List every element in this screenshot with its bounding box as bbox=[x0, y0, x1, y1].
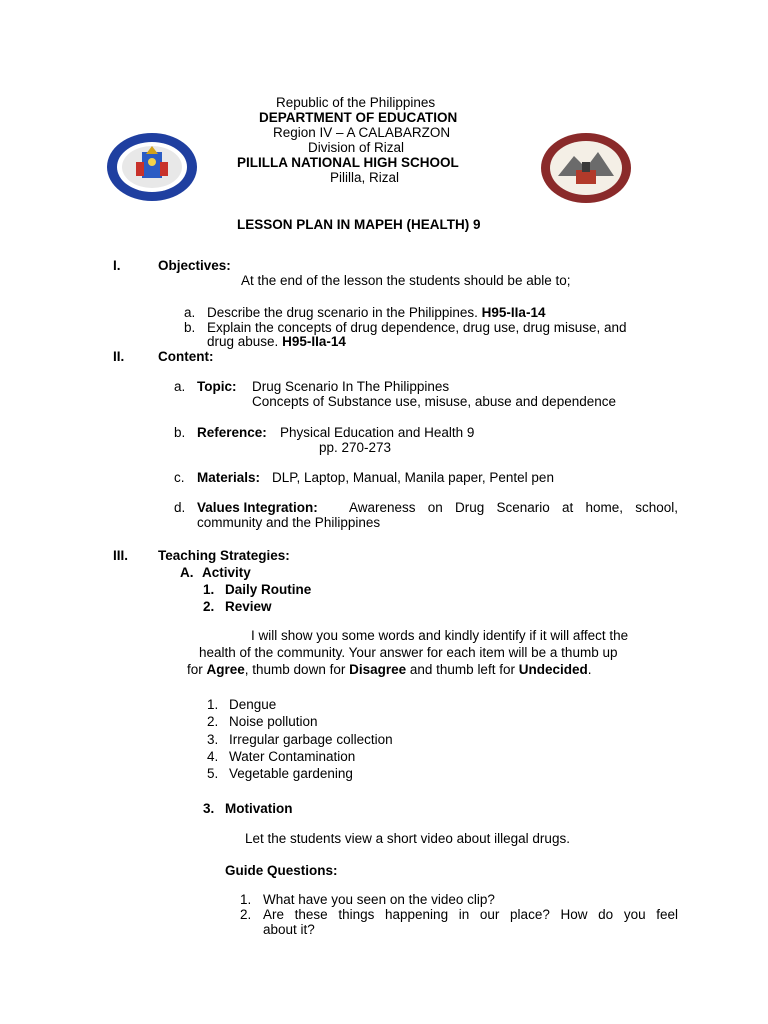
word-num: 1. bbox=[207, 697, 219, 712]
values-label: Values Integration: bbox=[197, 500, 318, 515]
reference-letter: b. bbox=[174, 425, 186, 440]
competency-code: H95-IIa-14 bbox=[282, 334, 346, 349]
word-item: Water Contamination bbox=[229, 749, 356, 764]
routine-label: Daily Routine bbox=[225, 582, 312, 597]
undecided-term: Undecided bbox=[518, 662, 588, 677]
question-text-line1: Are these things happening in our place? How do you feel bbox=[263, 907, 678, 922]
deped-seal-logo bbox=[106, 132, 198, 202]
values-value-line2: community and the Philippines bbox=[197, 515, 381, 530]
objective-letter: b. bbox=[184, 320, 196, 335]
instruction-text: and thumb left for bbox=[406, 662, 519, 677]
review-num: 2. bbox=[203, 599, 215, 614]
review-instructions-line2: health of the community. Your answer for each item will be a thumb up bbox=[199, 645, 618, 660]
question-num: 1. bbox=[240, 892, 252, 907]
objective-item-line2 bbox=[207, 333, 346, 350]
values-letter: d. bbox=[174, 500, 186, 515]
objective-text: drug abuse. bbox=[207, 334, 279, 349]
question-num: 2. bbox=[240, 907, 252, 922]
topic-value-line2: Concepts of Substance use, misuse, abuse and dependence bbox=[252, 394, 616, 409]
topic-value-line1: Drug Scenario In The Philippines bbox=[252, 379, 450, 394]
strategies-numeral: III. bbox=[113, 548, 129, 563]
reference-value-line1: Physical Education and Health 9 bbox=[280, 425, 475, 440]
activity-label: Activity bbox=[202, 565, 251, 580]
word-item: Dengue bbox=[229, 697, 277, 712]
content-numeral: II. bbox=[113, 349, 125, 364]
word-item: Vegetable gardening bbox=[229, 766, 353, 781]
topic-letter: a. bbox=[174, 379, 186, 394]
strategies-heading: Teaching Strategies: bbox=[158, 548, 290, 563]
header-division: Division of Rizal bbox=[308, 140, 405, 155]
guide-questions-heading: Guide Questions: bbox=[225, 863, 338, 878]
header-department: DEPARTMENT OF EDUCATION bbox=[259, 110, 458, 125]
question-text-line2: about it? bbox=[263, 922, 315, 937]
motivation-text: Let the students view a short video about illegal drugs. bbox=[245, 831, 570, 846]
objectives-intro: At the end of the lesson the students should be able to; bbox=[241, 273, 571, 288]
competency-code: H95-IIa-14 bbox=[481, 305, 546, 320]
word-num: 4. bbox=[207, 749, 219, 764]
review-instructions-line3 bbox=[187, 661, 591, 678]
disagree-term: Disagree bbox=[349, 662, 407, 677]
agree-term: Agree bbox=[206, 662, 245, 677]
objective-letter: a. bbox=[184, 305, 196, 320]
objective-text: Describe the drug scenario in the Philippines. bbox=[207, 305, 478, 320]
routine-num: 1. bbox=[203, 582, 215, 597]
word-num: 5. bbox=[207, 766, 219, 781]
motivation-num: 3. bbox=[203, 801, 215, 816]
review-label: Review bbox=[225, 599, 272, 614]
header-region: Region IV – A CALABARZON bbox=[273, 125, 451, 140]
motivation-label: Motivation bbox=[225, 801, 293, 816]
materials-value: DLP, Laptop, Manual, Manila paper, Pentel pen bbox=[272, 470, 554, 485]
instruction-text: for bbox=[187, 662, 207, 677]
word-num: 2. bbox=[207, 714, 219, 729]
content-heading: Content: bbox=[158, 349, 214, 364]
materials-letter: c. bbox=[174, 470, 185, 485]
header-republic: Republic of the Philippines bbox=[276, 95, 436, 110]
reference-label: Reference: bbox=[197, 425, 267, 440]
instruction-text: . bbox=[587, 662, 592, 677]
instruction-text: , thumb down for bbox=[244, 662, 350, 677]
header-school-name: PILILLA NATIONAL HIGH SCHOOL bbox=[237, 155, 459, 170]
word-item: Irregular garbage collection bbox=[229, 732, 393, 747]
header-town: Pililla, Rizal bbox=[330, 170, 400, 185]
question-text: What have you seen on the video clip? bbox=[263, 892, 495, 907]
topic-label: Topic: bbox=[197, 379, 237, 394]
activity-letter: A. bbox=[180, 565, 194, 580]
values-value-line1: Awareness on Drug Scenario at home, school, bbox=[349, 500, 678, 515]
word-item: Noise pollution bbox=[229, 714, 318, 729]
review-instructions-line1: I will show you some words and kindly identify if it will affect the bbox=[251, 628, 629, 643]
materials-label: Materials: bbox=[197, 470, 261, 485]
objectives-numeral: I. bbox=[113, 258, 121, 273]
objectives-heading: Objectives: bbox=[158, 258, 231, 273]
word-num: 3. bbox=[207, 732, 219, 747]
school-seal-logo bbox=[540, 132, 632, 204]
lesson-plan-title: LESSON PLAN IN MAPEH (HEALTH) 9 bbox=[237, 217, 481, 232]
objective-item-line1: Explain the concepts of drug dependence, drug use, drug misuse, and bbox=[207, 320, 627, 335]
reference-value-line2: pp. 270-273 bbox=[319, 440, 392, 455]
